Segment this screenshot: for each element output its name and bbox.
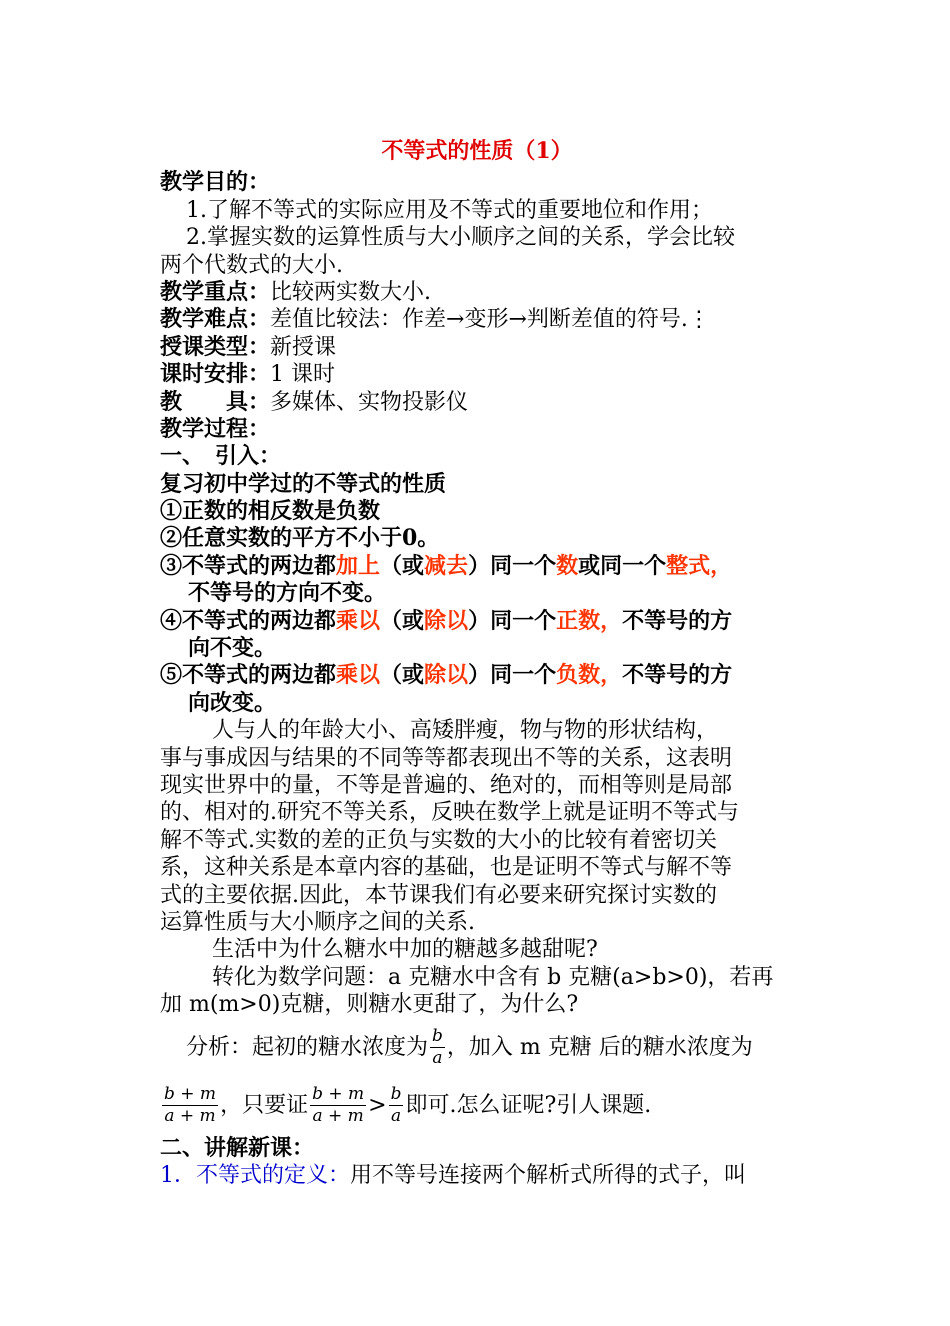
- schedule-text: 1 课时: [270, 362, 336, 388]
- prove-text: 即可.怎么证呢?引人课题.: [405, 1092, 652, 1118]
- difficulty: [160, 306, 794, 333]
- property-4-text: ）同一个: [468, 607, 557, 634]
- property-4-multiply: 乘以: [336, 607, 381, 634]
- property-3-subtract: 减去: [424, 552, 469, 579]
- schedule-label: 课时安排：: [160, 361, 271, 388]
- document-page: [160, 138, 794, 1189]
- difficulty-label: 教学难点：: [160, 306, 271, 333]
- property-5-multiply: 乘以: [336, 662, 381, 689]
- property-3-text: 或同一个: [578, 552, 667, 579]
- paragraph-line: 解不等式.实数的差的正负与实数的大小的比较有着密切关: [160, 827, 717, 853]
- paragraph-line: 事与事成因与结果的不同等等都表现出不等的关系，这表明: [160, 745, 733, 771]
- property-3-text: ③不等式的两边都: [160, 552, 337, 579]
- property-3-add: 加上: [336, 552, 381, 579]
- sugar-question: 生活中为什么糖水中加的糖越多越甜呢?: [212, 937, 598, 963]
- fraction-denominator: a: [390, 1106, 402, 1126]
- lesson-type: [160, 334, 794, 361]
- definition-text: 用不等号连接两个解析式所得的式子，叫: [350, 1162, 747, 1188]
- property-4-text: （或: [380, 607, 425, 634]
- section1-heading: 一、 引入：: [160, 443, 282, 470]
- analysis-text: ，加入 m 克糖 后的糖水浓度为: [446, 1034, 753, 1060]
- property-4: [160, 608, 794, 635]
- property-3-polynomial: 整式，: [666, 552, 733, 579]
- fraction-denominator: a + m: [164, 1106, 216, 1126]
- fraction-bm-over-am: [162, 1084, 218, 1127]
- lesson-type-text: 新授课: [270, 334, 337, 360]
- paragraph-line: 运算性质与大小顺序之间的关系.: [160, 909, 475, 935]
- math-problem-line-2: 加 m(m>0)克糖，则糖水更甜了，为什么?: [160, 992, 579, 1018]
- property-4-text: 不等号的方: [622, 607, 733, 634]
- lesson-type-label: 授课类型：: [160, 333, 271, 360]
- greater-than-sign: >: [368, 1092, 387, 1118]
- property-5-negative: 负数，: [556, 662, 623, 689]
- property-3-continued: 不等号的方向不变。: [188, 580, 387, 607]
- key-point: [160, 279, 794, 306]
- property-5-divide: 除以: [424, 662, 469, 689]
- paragraph-line: 现实世界中的量，不等是普遍的、绝对的，而相等则是局部: [160, 772, 733, 798]
- fraction-denominator: a + m: [312, 1106, 364, 1126]
- definition-line: [160, 1162, 794, 1189]
- paragraph-line: 的、相对的.研究不等关系，反映在数学上就是证明不等式与: [160, 800, 739, 826]
- key-point-text: 比较两实数大小.: [270, 279, 432, 305]
- property-5-text: 不等号的方: [622, 662, 733, 689]
- property-4-divide: 除以: [424, 607, 469, 634]
- difficulty-text: 差值比较法：作差→变形→判断差值的符号.⋮: [270, 307, 710, 333]
- objective-1: 1.了解不等式的实际应用及不等式的重要地位和作用；: [186, 197, 713, 223]
- prove-text: ，只要证: [220, 1092, 309, 1118]
- property-3-text: （或: [380, 552, 425, 579]
- fraction-denominator: a: [432, 1048, 443, 1068]
- process-heading: 教学过程：: [160, 415, 271, 442]
- prove-line: [160, 1077, 794, 1135]
- paragraph-line: 式的主要依据.因此，本节课我们有必要来研究探讨实数的: [160, 882, 717, 908]
- property-5-continued: 向改变。: [188, 689, 277, 716]
- objective-2b: 两个代数式的大小.: [160, 252, 343, 278]
- key-point-label: 教学重点：: [160, 278, 271, 305]
- property-4-text: ④不等式的两边都: [160, 607, 337, 634]
- property-4-positive: 正数，: [556, 607, 623, 634]
- objectives-heading: 教学目的：: [160, 169, 271, 196]
- property-5: [160, 662, 794, 689]
- analysis-text: 分析：起初的糖水浓度为: [186, 1034, 429, 1060]
- property-3-text: ）同一个: [468, 552, 557, 579]
- fraction-numerator: b + m: [312, 1084, 365, 1104]
- property-2: ②任意实数的平方不小于0。: [160, 525, 440, 552]
- property-3-number: 数: [556, 552, 579, 579]
- paragraph-line: 人与人的年龄大小、高矮胖瘦，物与物的形状结构，: [212, 718, 719, 744]
- property-5-text: ）同一个: [468, 662, 557, 689]
- definition-label: 1．不等式的定义：: [160, 1162, 350, 1188]
- fraction-b-over-a: [430, 1026, 445, 1069]
- property-4-continued: 向不变。: [188, 635, 277, 662]
- schedule: [160, 361, 794, 388]
- property-5-text: ⑤不等式的两边都: [160, 662, 337, 689]
- fraction-bm-over-am: [310, 1084, 366, 1127]
- paragraph-line: 系，这种关系是本章内容的基础，也是证明不等式与解不等: [160, 855, 733, 881]
- analysis-line: [160, 1019, 794, 1077]
- fraction-b-over-a: [389, 1084, 404, 1127]
- property-1: ①正数的相反数是负数: [160, 498, 381, 525]
- tools-text: 多媒体、实物投影仪: [270, 389, 469, 415]
- property-3: [160, 553, 794, 580]
- fraction-numerator: b: [432, 1026, 443, 1046]
- objective-2a: 2.掌握实数的运算性质与大小顺序之间的关系，学会比较: [186, 225, 735, 251]
- fraction-numerator: b + m: [164, 1084, 217, 1104]
- document-title: 不等式的性质（1）: [381, 138, 573, 164]
- review-heading: 复习初中学过的不等式的性质: [160, 470, 447, 497]
- fraction-numerator: b: [390, 1084, 402, 1104]
- tools: [160, 389, 794, 416]
- property-5-text: （或: [380, 662, 425, 689]
- tools-label: 教 具：: [160, 388, 271, 415]
- math-problem-line-1: 转化为数学问题：a 克糖水中含有 b 克糖(a>b>0)，若再: [212, 964, 774, 990]
- section2-heading: 二、讲解新课：: [160, 1134, 315, 1161]
